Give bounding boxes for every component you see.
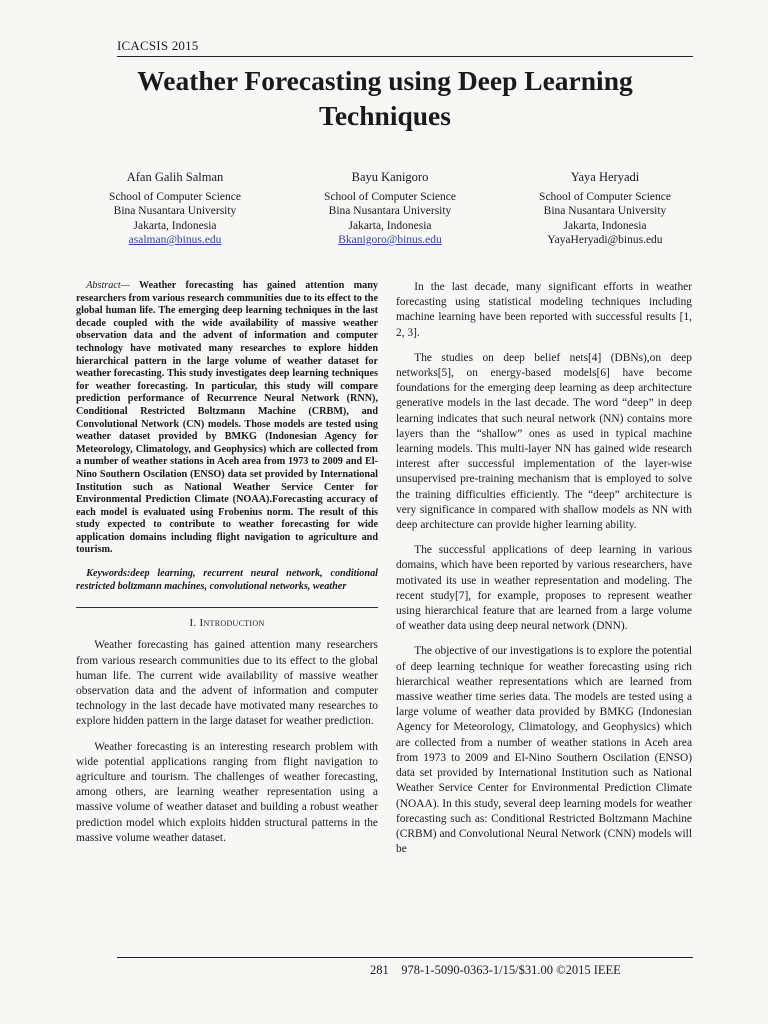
body-paragraph: In the last decade, many significant efforts in weather forecasting using statistical modeling techniques including machine learning have been reported with successful results [1, 2, 3]. [396,281,692,339]
abstract [76,280,378,557]
conference-header: ICACSIS 2015 [117,38,199,53]
body-paragraph: The studies on deep belief nets[4] (DBNs),on deep networks[5], on energy-based models[6] have become foundations for the emerging deep learning as deep architecture generative models in the last decade. The word “deep” in deep learning indicates that such neural network (NN) contains more layers than the “shallow” ones as used in typical machine learning models. This multi-layer NN has gained wide research interest after successful implementation of the layer-wise unsupervised pre-training mechanism that is employed to solve the training difficulties efficiently. The “deep” architecture is very significance in compared with shallow models as NN with deep architecture can provide higher learning ability. [396,351,692,532]
author-email: YayaHeryadi@binus.edu [547,234,663,246]
body-paragraph: The objective of our investigations is to explore the potential of deep learning technique for weather forecasting using rich hierarchical weather representations which are learned from massive weather time series data. The models are tested using a large volume of weather data provided by BMKG (Indonesian Agency for Meteorology, Climatology, and Geophysics) which are collected from a number of weather stations in Aceh area from 1973 to 2009 and El-Nino Southern Oscilation (ENSO) data set provided by International Institution such as National Weather Service Center for Environmental Prediction Climate (NOAA). In this study, several deep learning models for weather forecasting such as: Conditional Restricted Boltzmann Machine (CRBM) and Convolutional Neural Network (CNN) models will be [396,645,692,856]
author-email-link[interactable]: asalman@binus.edu [128,234,222,246]
body-paragraph: The successful applications of deep learning in various domains, which have been reported by various researchers, have motivated its use in weather representation and modeling. The recent study[7], for example, proposes to represent weather using hierarchical feature that are learned from a large volume of weather data using deep neural network (DNN). [396,544,692,633]
author-city: Jakarta, Indonesia [348,219,432,232]
section-heading [76,616,378,631]
section-rule [76,607,378,608]
author-name: Bayu Kanigoro [351,170,429,184]
copyright-line: 978-1-5090-0363-1/15/$31.00 ©2015 IEEE [401,963,621,977]
page-footer [370,963,621,978]
author-school: School of Computer Science [109,190,241,203]
footer-rule [117,957,693,958]
author-school: School of Computer Science [539,190,671,203]
author-name: Afan Galih Salman [126,170,224,184]
author-1 [70,170,280,248]
right-column [396,280,692,867]
page-number: 281 [370,963,389,977]
author-school: School of Computer Science [324,190,456,203]
author-name: Yaya Heryadi [570,170,640,184]
section-title: Introduction [199,617,265,630]
author-university: Bina Nusantara University [543,205,667,217]
intro-paragraph: Weather forecasting is an interesting research problem with wide potential applications ranging from flight navigation to agriculture and tourism. The challenges of weather forecasting, among others, are learning weather representation using a massive volume of weather dataset and building a robust weather prediction model which exploits hidden structural patterns in the massive volume weather dataset. [76,740,378,844]
author-2 [285,170,495,248]
title-line-1: Weather Forecasting using Deep Learning [137,65,633,96]
intro-paragraph: Weather forecasting has gained attention many researchers from various research communities due to its effect to the global human life. The current wide availability of massive weather observation data and the advent of information and computer technology in the last decade have motivated many researches to explore hidden pattern in the large dataset for weather prediction. [76,639,378,728]
author-city: Jakarta, Indonesia [563,219,647,232]
paper-title [80,63,690,133]
header-rule [117,56,693,57]
author-city: Jakarta, Indonesia [133,219,217,232]
author-3 [500,170,710,248]
section-number: I. [189,617,197,630]
author-block [70,170,710,248]
keywords: Keywords:deep learning, recurrent neural network, conditional restricted boltzmann machines, convolutional networks, weather [76,568,378,592]
abstract-body: Weather forecasting has gained attention many researchers from various research communities due to its effect to the global human life. The emerging deep learning techniques in the last decade coupled with the wide availability of massive weather observation data and the advent of information and computer technology have motivated many researches to explore hidden hierarchical pattern in the large volume of weather dataset for weather forecasting. This study investigates deep learning techniques for weather forecasting. In particular, this study will compare prediction performance of Recurrence Neural Network (RNN), Conditional Restricted Boltzmann Machine (CRBM), and Convolutional Network (CN) models. Those models are tested using weather dataset provided by BMKG (Indonesian Agency for Meteorology, Climatology, and Geophysics) which are collected from a number of weather stations in Aceh area from 1973 to 2009 and El-Nino Southern Oscilation (ENSO) data set provided by International Institution such as National Weather Service Center for Environmental Prediction Climate (NOAA).Forecasting accuracy of each model is evaluated using Frobenius norm. The result of this study expected to contribute to weather forecasting for wide application domains including flight navigation to agriculture and tourism. [76,280,378,556]
author-email-link[interactable]: Bkanigoro@binus.edu [338,234,442,246]
abstract-lead: Abstract— [86,280,130,291]
author-university: Bina Nusantara University [328,205,452,217]
left-column [76,280,378,856]
title-line-2: Techniques [319,100,451,131]
author-university: Bina Nusantara University [113,205,237,217]
